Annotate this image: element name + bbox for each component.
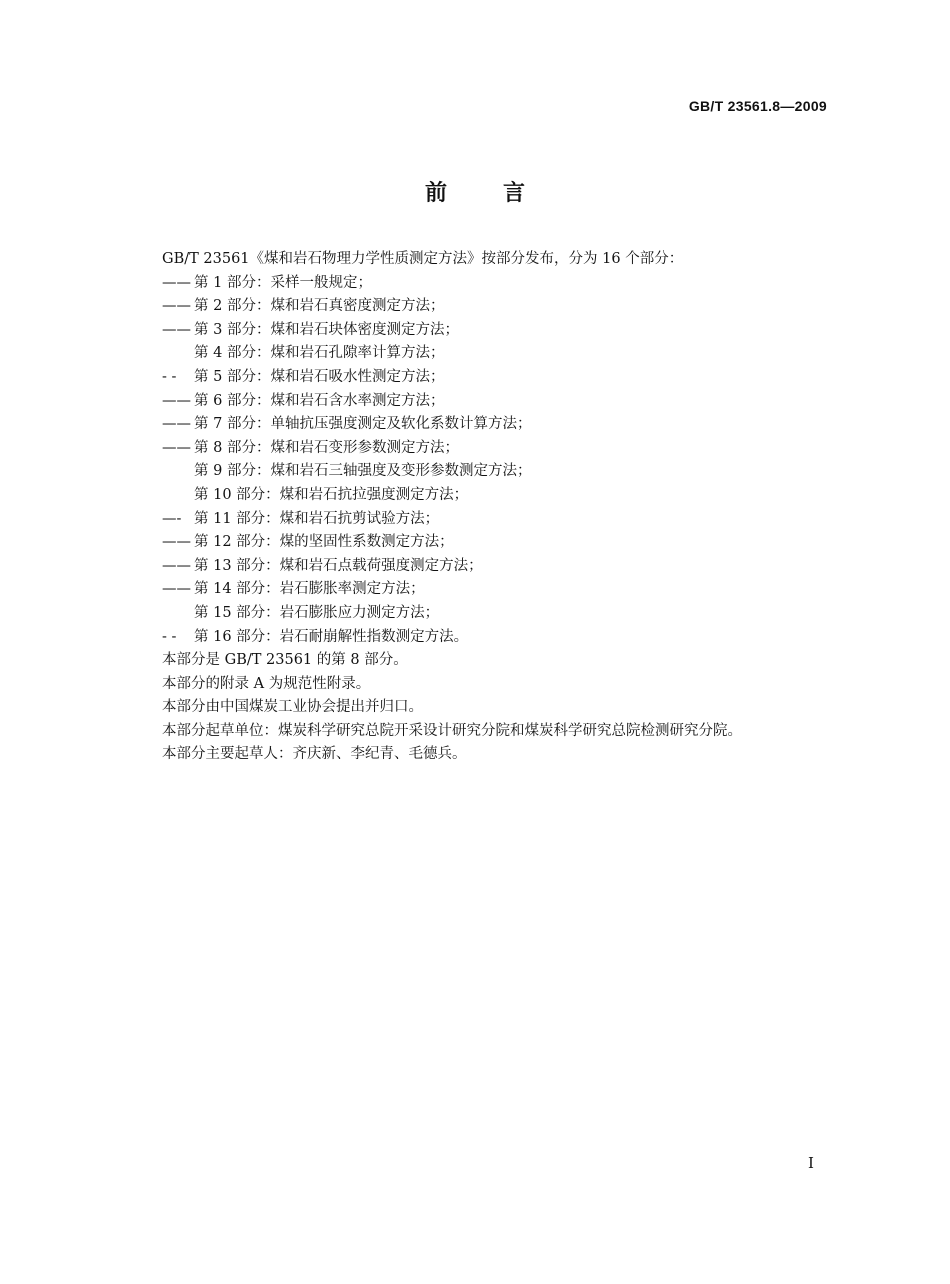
statement-paragraph: 本部分的附录 A 为规范性附录。 <box>162 675 371 692</box>
list-item-marker: —— <box>162 274 191 291</box>
page-title: 前言 <box>424 180 581 206</box>
list-item-text: 第 6 部分：煤和岩石含水率测定方法； <box>194 392 445 409</box>
list-item-marker: —— <box>162 534 191 551</box>
list-item-text: 第 9 部分：煤和岩石三轴强度及变形参数测定方法； <box>194 463 532 480</box>
list-item-text: 第 8 部分：煤和岩石变形参数测定方法； <box>194 439 459 456</box>
list-item-text: 第 16 部分：岩石耐崩解性指数测定方法。 <box>194 628 469 645</box>
list-item <box>162 460 842 484</box>
list-item-marker: —- <box>162 510 182 527</box>
list-item-text: 第 1 部分：采样一般规定； <box>194 274 372 291</box>
list-item-text: 第 2 部分：煤和岩石真密度测定方法； <box>194 298 445 315</box>
list-item-text: 第 7 部分：单轴抗压强度测定及软化系数计算方法； <box>194 416 532 433</box>
list-item <box>162 342 842 366</box>
list-item-marker: —— <box>162 416 191 433</box>
list-item-text: 第 10 部分：煤和岩石抗拉强度测定方法； <box>194 486 469 503</box>
list-item-marker: —— <box>162 392 191 409</box>
list-item <box>162 437 842 461</box>
list-item-marker: —— <box>162 321 191 338</box>
list-item-text: 第 11 部分：煤和岩石抗剪试验方法； <box>194 510 440 527</box>
list-item-marker: —— <box>162 439 191 456</box>
list-item-marker: —— <box>162 581 191 598</box>
list-item <box>162 531 842 555</box>
list-item <box>162 272 842 296</box>
list-item-text: 第 5 部分：煤和岩石吸水性测定方法； <box>194 368 445 385</box>
list-item-text: 第 14 部分：岩石膨胀率测定方法； <box>194 581 425 598</box>
intro-paragraph: GB/T 23561《煤和岩石物理力学性质测定方法》按部分发布，分为 16 个部分： <box>162 251 684 267</box>
list-item <box>162 484 842 508</box>
list-item-marker: - - <box>162 368 177 385</box>
list-item-marker: - - <box>162 628 177 645</box>
list-item-marker: —— <box>162 557 191 574</box>
statement-paragraph: 本部分主要起草人：齐庆新、李纪青、毛德兵。 <box>162 746 467 763</box>
list-item <box>162 602 842 626</box>
list-item <box>162 295 842 319</box>
statements <box>162 649 842 767</box>
list-item <box>162 508 842 532</box>
document-body <box>162 248 842 767</box>
list-item <box>162 626 842 650</box>
list-item <box>162 366 842 390</box>
list-item-text: 第 4 部分：煤和岩石孔隙率计算方法； <box>194 345 445 362</box>
statement-paragraph: 本部分由中国煤炭工业协会提出并归口。 <box>162 699 423 716</box>
list-item <box>162 555 842 579</box>
list-item-text: 第 15 部分：岩石膨胀应力测定方法； <box>194 604 440 621</box>
list-item <box>162 319 842 343</box>
list-item-text: 第 3 部分：煤和岩石块体密度测定方法； <box>194 321 459 338</box>
list-item-text: 第 13 部分：煤和岩石点载荷强度测定方法； <box>194 557 483 574</box>
list-item <box>162 413 842 437</box>
statement-paragraph: 本部分是 GB/T 23561 的第 8 部分。 <box>162 652 408 669</box>
parts-list <box>162 272 842 650</box>
list-item-marker: —— <box>162 298 191 315</box>
page-number: I <box>808 1154 814 1172</box>
statement-paragraph: 本部分起草单位：煤炭科学研究总院开采设计研究分院和煤炭科学研究总院检测研究分院。 <box>162 722 742 739</box>
list-item-text: 第 12 部分：煤的坚固性系数测定方法； <box>194 534 454 551</box>
list-item <box>162 578 842 602</box>
list-item <box>162 390 842 414</box>
standard-code: GB/T 23561.8—2009 <box>688 98 827 114</box>
